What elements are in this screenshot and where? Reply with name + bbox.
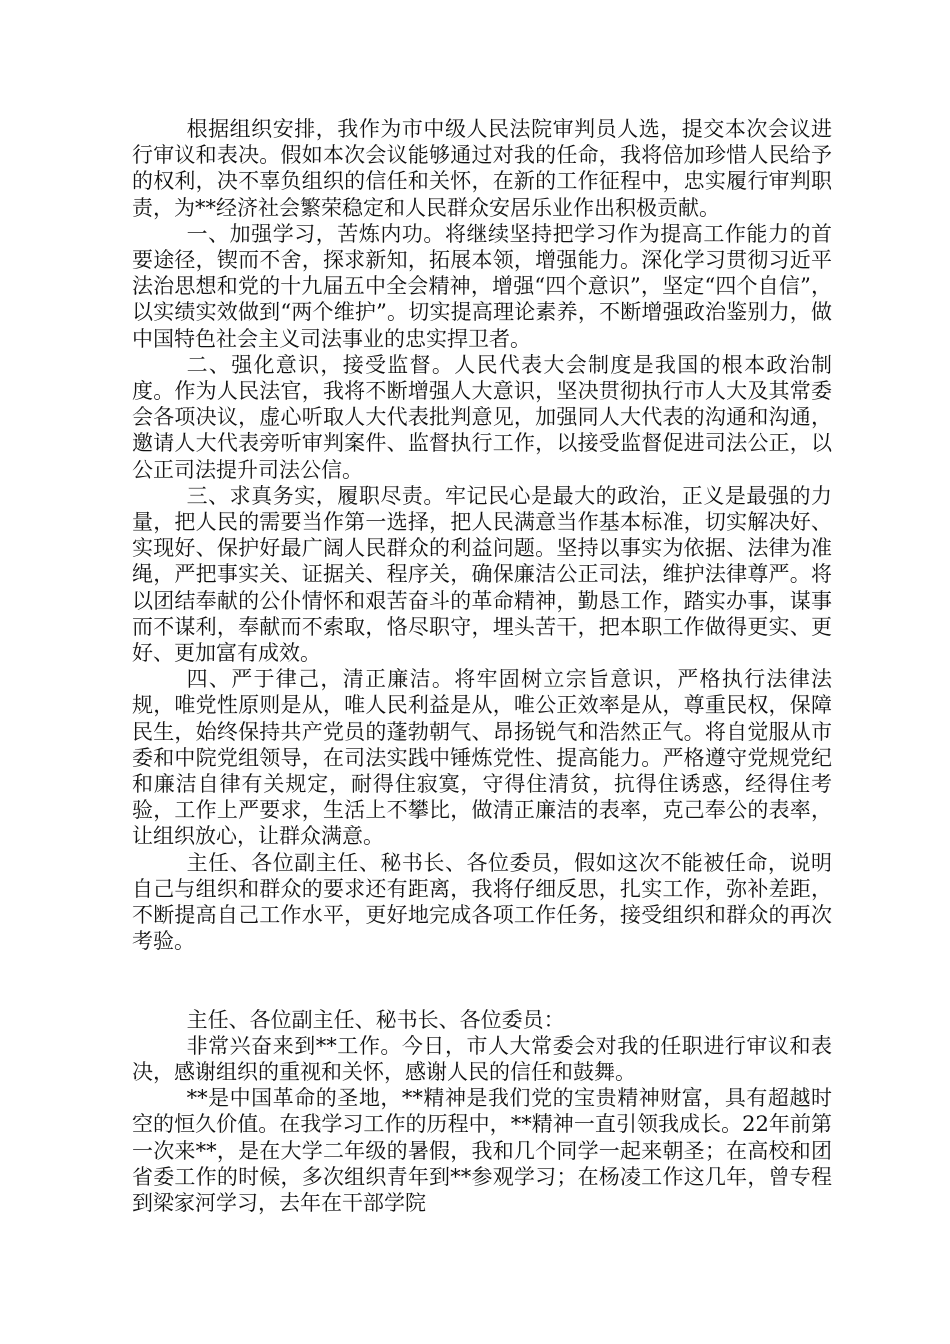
paragraph-point-three: 三、求真务实，履职尽责。牢记民心是最大的政治，正义是最强的力量，把人民的需要当作第一选择，把人民满意当作基本标准，切实解决好、实现好、保护好最广阔人民群众的利益问题。坚持以事实为依据、法律为准绳，严把事实关、证据关、程序关，确保廉洁公正司法，维护法律尊严。将以团结奉献的公仆情怀和艰苦奋斗的革命精神，勤恳工作，踏实办事，谋事而不谋利，奉献而不索取，恪尽职守，埋头苦干，把本职工作做得更实、更好、更加富有成效。 [132,483,832,666]
section-spacer [132,981,832,1007]
paragraph-greeting: 非常兴奋来到**工作。今日，市人大常委会对我的任职进行审议和表决，感谢组织的重视和关怀，感谢人民的信任和鼓舞。 [132,1033,832,1084]
paragraph-history: **是中国革命的圣地，**精神是我们党的宝贵精神财富，具有超越时空的恒久价值。在我学习工作的历程中，**精神一直引领我成长。22年前第一次来**，是在大学二年级的暑假，我和几个同学一起来朝圣；在高校和团省委工作的时候，多次组织青年到**参观学习；在杨凌工作这几年，曾专程到梁家河学习，去年在干部学院 [132,1086,832,1215]
paragraph-point-four: 四、严于律己，清正廉洁。将牢固树立宗旨意识，严格执行法律法规，唯党性原则是从，唯人民利益是从，唯公正效率是从，尊重民权，保障民生，始终保持共产党员的蓬勃朝气、昂扬锐气和浩然正气。将自觉服从市委和中院党组领导，在司法实践中锤炼党性、提高能力。严格遵守党规党纪和廉洁自律有关规定，耐得住寂寞，守得住清贫，抗得住诱惑，经得住考验，工作上严要求，生活上不攀比，做清正廉洁的表率，克己奉公的表率，让组织放心，让群众满意。 [132,667,832,849]
paragraph-point-two: 二、强化意识，接受监督。人民代表大会制度是我国的根本政治制度。作为人民法官，我将不断增强人大意识，坚决贯彻执行市人大及其常委会各项决议，虚心听取人大代表批判意见，加强同人大代表的沟通和沟通，邀请人大代表旁听审判案件、监督执行工作，以接受监督促进司法公正，以公正司法提升司法公信。 [132,352,832,482]
paragraph-salutation: 主任、各位副主任、秘书长、各位委员： [186,1007,565,1032]
document-page [132,116,832,1216]
paragraph-point-one: 一、加强学习，苦炼内功。将继续坚持把学习作为提高工作能力的首要途径，锲而不舍，探求新知，拓展本领，增强能力。深化学习贯彻习近平法治思想和党的十九届五中全会精神，增强“四个意识”，坚定“四个自信”，以实绩实效做到“两个维护”。切实提高理论素养，不断增强政治鉴别力，做中国特色社会主义司法事业的忠实捍卫者。 [132,221,832,351]
section-spacer [132,955,832,981]
paragraph-closing: 主任、各位副主任、秘书长、各位委员，假如这次不能被任命，说明自己与组织和群众的要求还有距离，我将仔细反思，扎实工作，弥补差距，不断提高自己工作水平，更好地完成各项工作任务，接受组织和群众的再次考验。 [132,850,832,954]
paragraph-intro: 根据组织安排，我作为市中级人民法院审判员人选，提交本次会议进行审议和表决。假如本次会议能够通过对我的任命，我将倍加珍惜人民给予的权利，决不辜负组织的信任和关怀，在新的工作征程中，忠实履行审判职责，为**经济社会繁荣稳定和人民群众安居乐业作出积极贡献。 [132,117,832,220]
